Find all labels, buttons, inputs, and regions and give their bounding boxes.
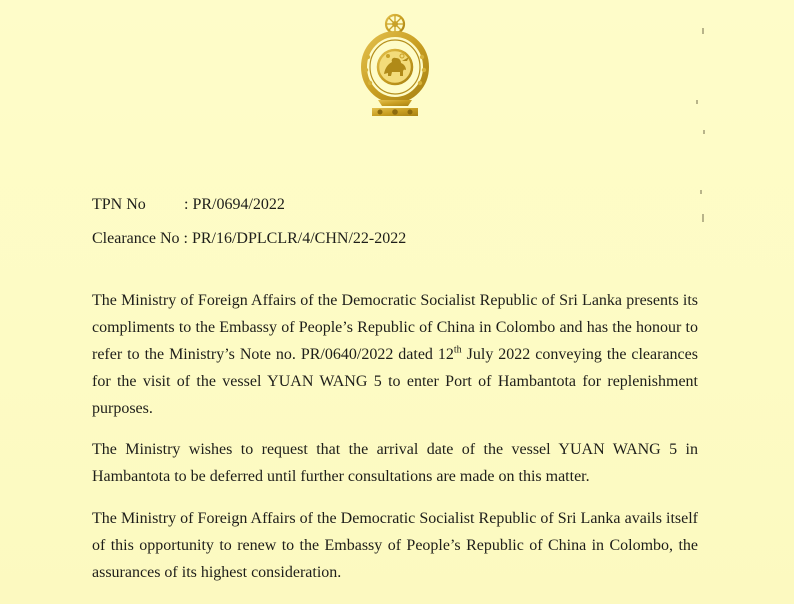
paragraph-closing-courtesy: The Ministry of Foreign Affairs of the Democratic Socialist Republic of Sri Lanka avails itself of this opportunity to renew to the Embassy of People’s Republic of China in Colombo, the assurances of its highest consideration. [92, 510, 698, 581]
paragraph-note-reference [92, 287, 698, 422]
tpn-number-line [92, 195, 285, 215]
sri-lanka-emblem-icon [358, 12, 432, 120]
clearance-number-line [92, 229, 406, 249]
ordinal-suffix: th [453, 344, 462, 356]
tpn-label: TPN No [92, 196, 146, 213]
scan-mark [702, 214, 704, 222]
clearance-label: Clearance No [92, 230, 180, 247]
paragraph-1-text-a: The Ministry of Foreign Affairs of the Democratic Socialist Republic of Sri Lanka presents its compliments to the Embassy of People’s Republic of China in Colombo and has the honour to refer to the Ministry’s Note no. PR/0640/2022 dated 12 [92, 292, 698, 363]
tpn-value: : PR/0694/2022 [184, 196, 285, 213]
paragraph-1-text-b: July 2022 conveying the clearances for the visit of the vessel YUAN WANG 5 to enter Port of Hambantota for replenishment purposes. [92, 346, 698, 417]
scan-mark [696, 100, 698, 104]
paragraph-request-deferral: The Ministry wishes to request that the arrival date of the vessel YUAN WANG 5 in Hambantota to be deferred until further consultations are made on this matter. [92, 441, 698, 485]
scan-mark [703, 130, 705, 134]
clearance-value: : PR/16/DPLCLR/4/CHN/22-2022 [183, 230, 407, 247]
scan-mark [702, 28, 704, 34]
scan-mark [700, 190, 702, 194]
